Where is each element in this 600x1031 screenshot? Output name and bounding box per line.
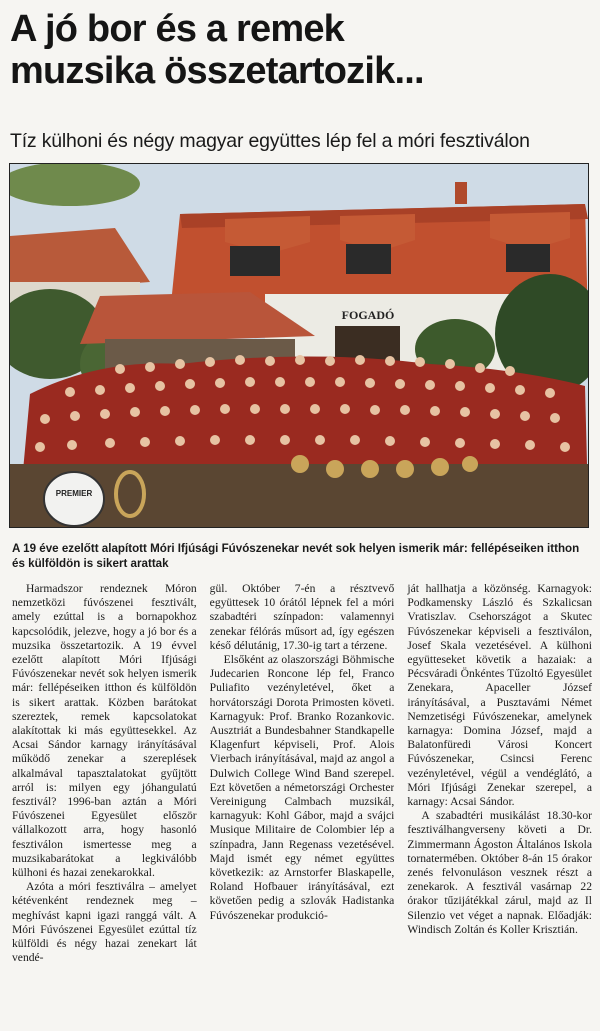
paragraph: Harmadszor rendeznek Móron nemzetközi fúvószenei fesztivált, amely ezúttal is a bornapokhoz kapcsolódik, jelezve, hogy a jó bor és a muzsika összetartozik. A 19 évvel ezelőtt alapított Móri Ifjúsági Fúvószenekar nevét sok helyen ismerik már: fellépéseiken itthon és külföldön is sikert arattak. Közben barátokat szereztek, remek kapcsolatokat alakítottak ki más együttesekkel. Az Acsai Sándor karnagy irányításával működő zenekar a szereplések alkalmával tapasztalatokat gyűjtött arról is: milyen egy jóhangulatú fesztivál? 1996-ban aztán a Móri Fúvószenei Egyesület először vállalkozott arra, hogy hasonló fesztiválon ismertesse meg a muzsikabarátokat a legkiválóbb külhoni és hazai zenekarokkal. [12, 582, 197, 880]
article-body [12, 582, 592, 1027]
paragraph: ját hallhatja a közönség. Karnagyok: Podkamensky László és Szkalicsan Vratiszlav. Csehországot a Skutec Fúvószenekar képviseli a fesztiválon, Josef Skala vezetésével. A külhoni együtteseket követik a hazaiak: a Pécsváradi Önkéntes Tűzoltó Egyesület Zenekara, Apaceller József irányításával, a Pusztavámi Német Nemzetiségi Fúvószenekar, amelynek karnagya: Domina József, majd a Balatonfüredi Városi Koncert Fúvószenekar, Csincsi Ferenc vezényletével, végül a vendéglátó, a Móri Ifjúsági Zenekar szerepel, a karnagy: Acsai Sándor. [407, 582, 593, 809]
headline-line-1: A jó bor és a remek [10, 8, 344, 50]
article-subheadline: Tíz külhoni és négy magyar együttes lép fel a móri fesztiválon [10, 130, 530, 152]
paragraph: Elsőként az olaszországi Böhmische Judecarien Roncone lép fel, Franco Puliafito vezényletével, őket a horvátországi Dorota Primosten követi. Karnagyuk: Prof. Branko Rozankovic. Ausztriát a Bundesbahner Standkapelle Klagenfurt képviseli, Prof. Alois Vierbach irányításával, majd az angol a Dulwich College Wind Band szerepel. Ezt követően a németországi Orchester Vereinigung Calmbach muzsikál, karnagyuk: Kohl Gábor, majd a svájci Musique Militaire de Colombier lép a színpadra, Jann Regenass vezetésével. Majd ismét egy német együttes következik: az Arnstorfer Blaskapelle, Roland Hofbauer irányításával, ezt követően pedig a szlovák Hadistanka Fúvószenekar produkció- [209, 653, 395, 922]
band-photo [9, 163, 589, 528]
article-headline [10, 8, 595, 92]
paragraph: A szabadtéri musikálást 18.30-kor fesztiválhangverseny követi a Dr. Zimmermann Ágoston Általános Iskola tornatermében. Október 8-án 15 órakor zenés felvonuláson vesznek részt a zenekarok. A fesztivál vasárnap 22 órakor tűzijátékkal zárul, majd az Il Silenzio vet véget a napnak. Előadják: Windisch Zoltán és Koller Krisztián. [407, 809, 593, 936]
headline-line-2: muzsika összetartozik... [10, 50, 424, 92]
article-column-2 [210, 582, 395, 1027]
article-column-3 [407, 582, 592, 1027]
photo-caption: A 19 éve ezelőtt alapított Móri Ifjúsági Fúvószenekar nevét sok helyen ismerik már: fellépéseiken itthon és külföldön is sikert arattak [12, 542, 580, 570]
article-column-1 [12, 582, 197, 1027]
fogado-sign: FOGADÓ [341, 308, 395, 322]
paragraph: Azóta a móri fesztiválra – amelyet kétévenként rendeznek meg – meghívást kapni igazi ranggá vált. A Móri Fúvószenei Egyesület ezúttal tíz külföldi és négy hazai zenekart lát vendé- [12, 880, 197, 965]
drum-label: PREMIER [55, 489, 93, 498]
paragraph: gül. Október 7-én a résztvevő együttesek 10 órától lépnek fel a móri szabadtéri színpadon: valamennyi zenekar félórás műsort ad, így egészen késő délutánig, 17.30-ig tart a térzene. [209, 582, 395, 652]
